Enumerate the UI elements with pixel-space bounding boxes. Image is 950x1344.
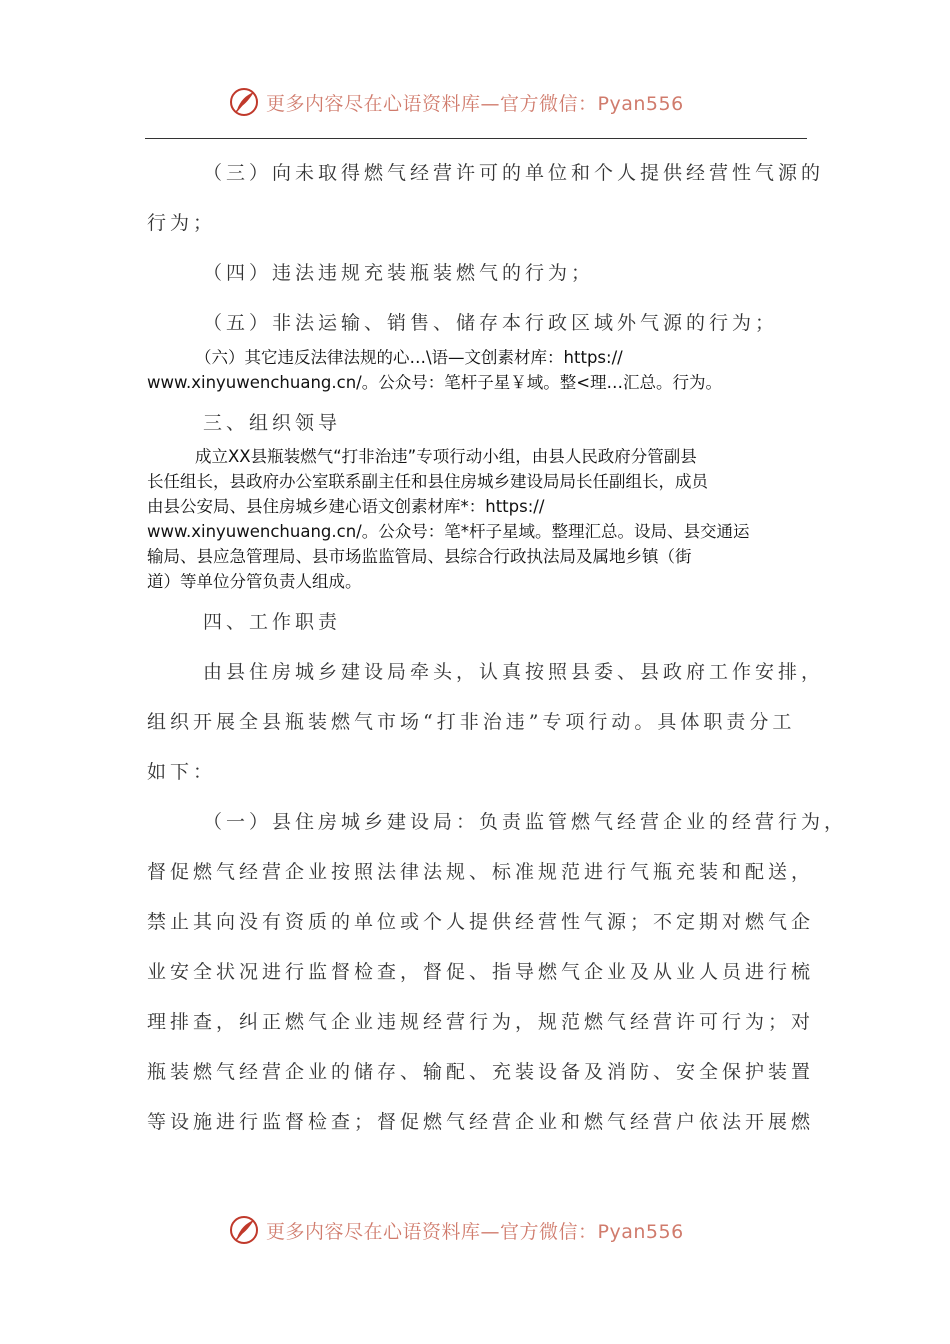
text-line: （四）违法违规充装瓶装燃气的行为； — [203, 262, 595, 284]
quill-logo-icon — [228, 1214, 260, 1246]
brand-dash: — — [480, 1220, 501, 1243]
section-heading: 三、组织领导 — [203, 412, 342, 434]
text-line: 输局、县应急管理局、县市场监监管局、县综合行政执法局及属地乡镇（街 — [147, 547, 692, 566]
brand-banner — [228, 1210, 684, 1250]
brand-id: Pyan556 — [597, 92, 684, 115]
page-header — [0, 82, 950, 122]
text-line: （五）非法运输、销售、储存本行政区域外气源的行为； — [203, 312, 779, 334]
brand-main: 更多内容尽在心语资料库 — [266, 92, 481, 115]
text-line: 长任组长，县政府办公室联系副主任和县住房城乡建设局局长任副组长，成员 — [147, 472, 708, 491]
text-line: 行为； — [147, 212, 217, 234]
text-line: 业安全状况进行监督检查，督促、指导燃气企业及从业人员进行梳 — [147, 961, 815, 983]
text-line: 组织开展全县瓶装燃气市场“打非治违”专项行动。具体职责分工 — [147, 711, 796, 733]
text-line: www.xinyuwenchuang.cn/。公众号：笔*杆子星域。整理汇总。设局、县交通运 — [147, 522, 750, 541]
brand-main: 更多内容尽在心语资料库 — [266, 1220, 481, 1243]
text-line: 理排查，纠正燃气企业违规经营行为，规范燃气经营许可行为；对 — [147, 1011, 815, 1033]
text-line: 瓶装燃气经营企业的储存、输配、充装设备及消防、安全保护装置 — [147, 1061, 815, 1083]
brand-text — [266, 89, 684, 116]
text-line: （三）向未取得燃气经营许可的单位和个人提供经营性气源的 — [203, 162, 825, 184]
brand-dash: — — [480, 92, 501, 115]
text-line: 由县公安局、县住房城乡建心语文创素材库*：https:// — [147, 497, 545, 516]
paragraph-six — [147, 345, 812, 395]
text-line: 由县住房城乡建设局牵头，认真按照县委、县政府工作安排， — [203, 661, 825, 683]
brand-id: Pyan556 — [597, 1220, 684, 1243]
text-line: （一）县住房城乡建设局：负责监管燃气经营企业的经营行为， — [203, 811, 848, 833]
brand-banner — [228, 82, 684, 122]
text-line: 等设施进行监督检查；督促燃气经营企业和燃气经营户依法开展燃 — [147, 1111, 815, 1133]
quill-logo-icon — [228, 86, 260, 118]
brand-text — [266, 1217, 684, 1244]
text-line: 如下： — [147, 761, 217, 783]
paragraph-organization — [147, 444, 812, 594]
brand-official: 官方微信： — [500, 92, 598, 115]
text-line: www.xinyuwenchuang.cn/。公众号：笔杆子星￥域。整<理…汇总。行为。 — [147, 373, 723, 392]
text-line: 督促燃气经营企业按照法律法规、标准规范进行气瓶充装和配送， — [147, 861, 815, 883]
text-line: （六）其它违反法律法规的心…\语—文创素材库：https:// — [195, 348, 623, 367]
text-line: 道）等单位分管负责人组成。 — [147, 572, 362, 591]
header-divider — [145, 138, 807, 139]
section-heading: 四、工作职责 — [203, 611, 342, 633]
text-line: 禁止其向没有资质的单位或个人提供经营性气源；不定期对燃气企 — [147, 911, 815, 933]
brand-official: 官方微信： — [500, 1220, 598, 1243]
text-line: 成立XX县瓶装燃气“打非治违”专项行动小组，由县人民政府分管副县 — [195, 447, 697, 466]
page-footer — [0, 1210, 950, 1250]
